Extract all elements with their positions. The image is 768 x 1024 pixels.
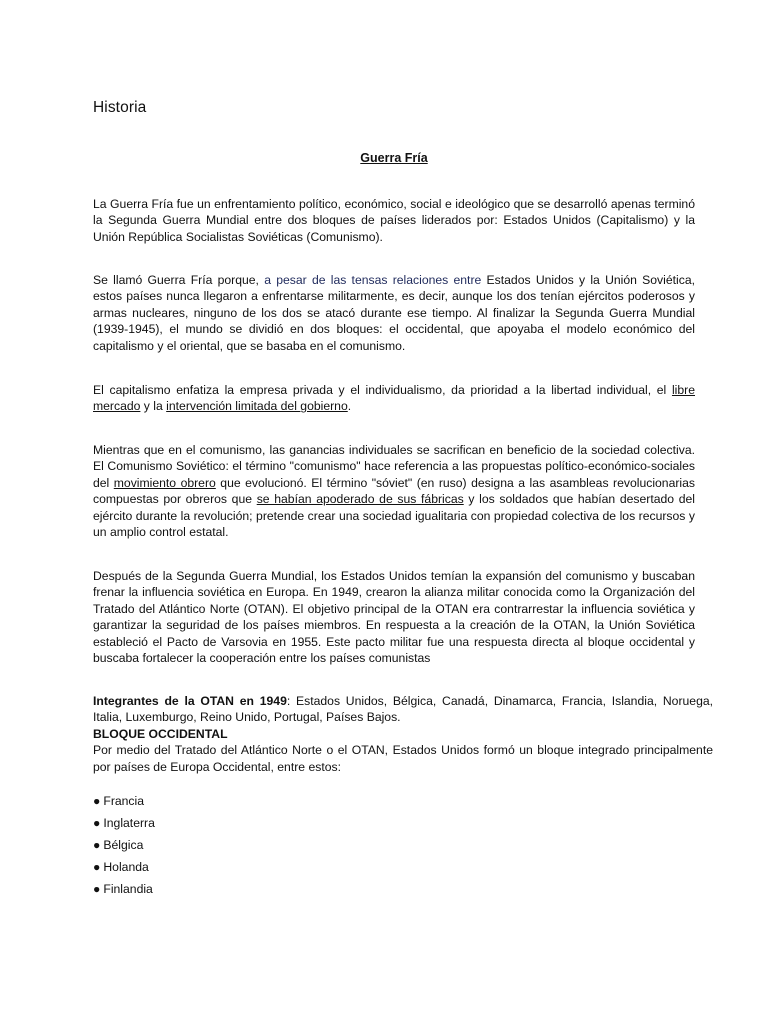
link-intervencion-limitada[interactable]: intervención limitada del gobierno — [166, 399, 348, 414]
list-item-label: Finlandia — [103, 882, 153, 896]
list-item — [93, 834, 155, 856]
link-libre-mercado[interactable]: libre mercado — [93, 383, 695, 414]
link-apoderado-fabricas[interactable]: se habían apoderado de sus fábricas — [256, 492, 464, 507]
paragraph-text: Se llamó Guerra Fría porque, — [93, 273, 265, 287]
link-movimiento-obrero[interactable]: movimiento obrero — [113, 475, 216, 490]
list-item-label: Bélgica — [103, 838, 144, 852]
paragraph-capitalism — [93, 382, 695, 415]
highlighted-phrase: a pesar de las tensas relaciones entre — [264, 273, 482, 287]
paragraph-text: que evolucionó. El término "sóviet" (en ruso) designa a las asambleas revolucionarias compuestas por obreros que — [93, 475, 695, 507]
paragraph-intro — [93, 196, 695, 245]
list-item-label: Holanda — [103, 860, 149, 874]
paragraph-text: Estados Unidos y la Unión Soviética, estos países nunca llegaron a enfrentarse militarmente, es decir, aunque los dos tenían ejércitos poderosos y armas nucleares, ninguno de los dos se atacó durante ese tiempo. Al finalizar la Segunda Guerra Mundial (1939-1945), el mundo se dividió en dos bloques: el occidental, que apoyaba el modelo económico del capitalismo y el oriental, que se basaba en el comunismo. — [93, 273, 695, 353]
bullet-icon: ● — [93, 882, 101, 896]
list-item — [93, 812, 155, 834]
document-title: Guerra Fría — [360, 151, 428, 165]
paragraph-members — [93, 693, 713, 775]
paragraph-name-origin — [93, 272, 695, 354]
paragraph-text: Mientras que en el comunismo, las ganancias individuales se sacrifican en beneficio de la sociedad colectiva. El Comunismo Soviético: el término "comunismo" hace referencia a las propuestas político-económico-sociales del — [93, 443, 695, 490]
list-item — [93, 878, 155, 900]
section-heading: BLOQUE OCCIDENTAL — [93, 726, 228, 741]
bullet-icon: ● — [93, 838, 101, 852]
bullet-icon: ● — [93, 860, 101, 874]
list-item — [93, 856, 155, 878]
list-item — [93, 790, 155, 812]
paragraph-communism — [93, 442, 695, 540]
members-list-text: : Estados Unidos, Bélgica, Canadá, Dinamarca, Francia, Islandia, Noruega, Italia, Luxemburgo, Reino Unido, Portugal, Países Bajos. — [93, 694, 714, 725]
list-item-label: Inglaterra — [103, 816, 155, 830]
paragraph-text: La Guerra Fría fue un enfrentamiento político, económico, social e ideológico que se desarrolló apenas terminó la Segunda Guerra Mundial entre dos bloques de países liderados por: Estados Unidos (Capitalismo) y la Unión República Socialistas Soviéticas (Comunismo). — [93, 197, 695, 244]
page-header: Historia — [93, 99, 147, 116]
paragraph-text: Por medio del Tratado del Atlántico Norte o el OTAN, Estados Unidos formó un bloque integrado principalmente por países de Europa Occidental, entre estos: — [93, 743, 713, 774]
paragraph-text: Después de la Segunda Guerra Mundial, los Estados Unidos temían la expansión del comunismo y buscaban frenar la influencia soviética en Europa. En 1949, crearon la alianza militar conocida como la Organización del Tratado del Atlántico Norte (OTAN). El objetivo principal de la OTAN era contrarrestar la influencia soviética y garantizar la seguridad de los países miembros. En respuesta a la creación de la OTAN, la Unión Soviética estableció el Pacto de Varsovia en 1955. Este pacto militar fue una respuesta directa al bloque occidental y buscaba fortalecer la cooperación entre los países comunistas — [93, 569, 695, 666]
paragraph-otan — [93, 568, 695, 666]
paragraph-text: . — [347, 399, 352, 414]
country-bullet-list — [93, 790, 155, 900]
members-label: Integrantes de la OTAN en 1949 — [93, 694, 287, 708]
list-item-label: Francia — [103, 794, 145, 808]
bullet-icon: ● — [93, 794, 101, 808]
bullet-icon: ● — [93, 816, 101, 830]
paragraph-text: y los soldados que habían desertado del ejército durante la revolución; pretende crear una sociedad igualitaria con propiedad colectiva de los recursos y un amplio control estatal. — [93, 492, 695, 540]
paragraph-text: El capitalismo enfatiza la empresa privada y el individualismo, da prioridad a la libertad individual, el — [93, 383, 672, 397]
paragraph-text: y la — [140, 399, 167, 414]
